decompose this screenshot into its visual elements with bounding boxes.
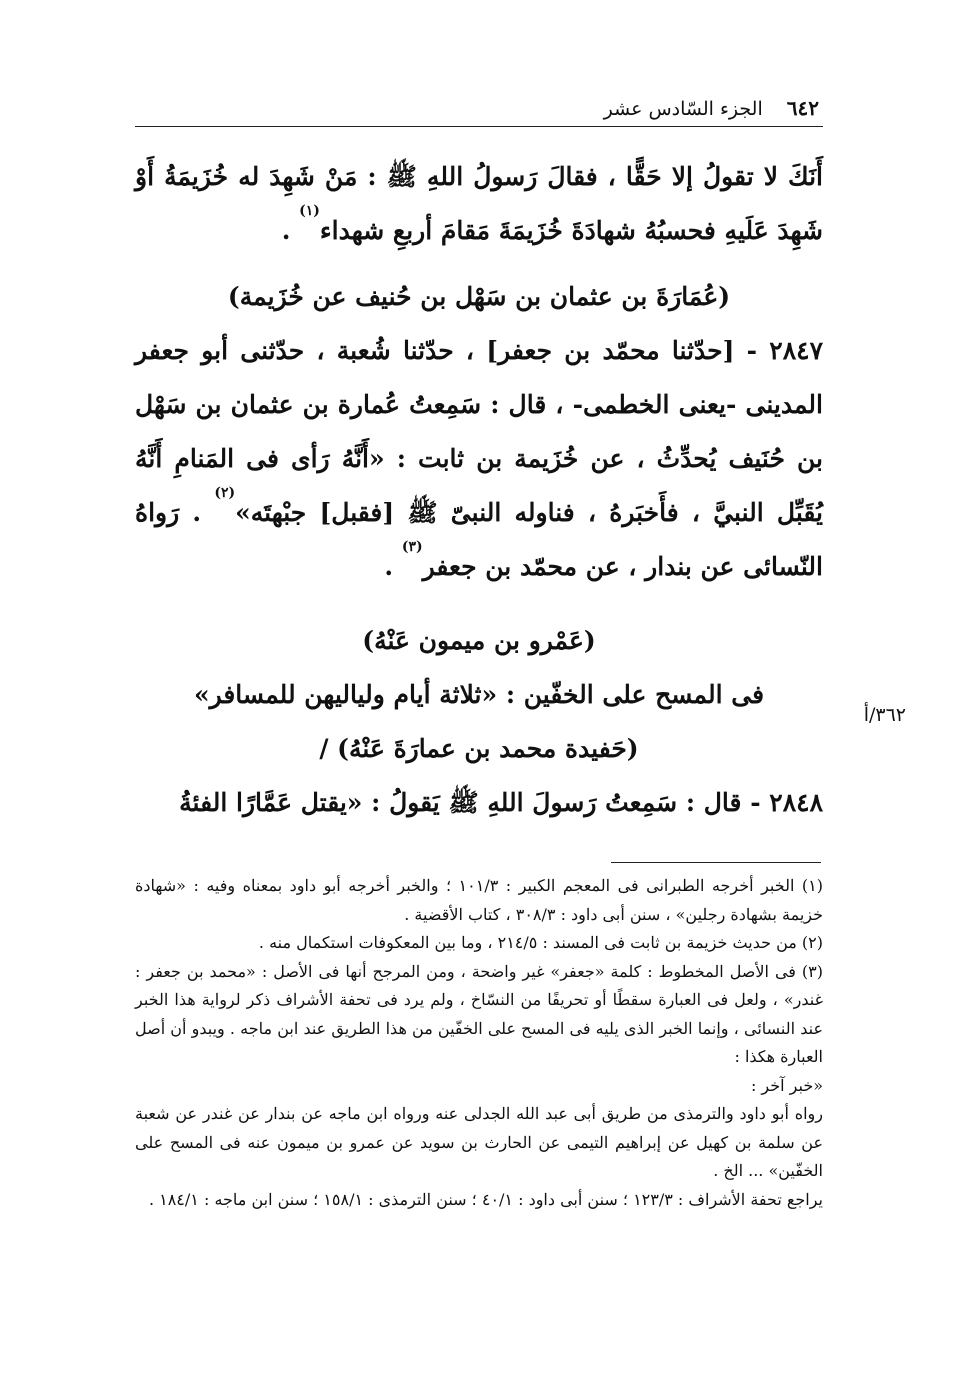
hadith-2847-text: - [حدّثنا محمّد بن جعفر] ، حدّثنا شُعبة ، حدّثنى أبو جعفر المدينى -يعنى الخطمى- ، قال : سَمِعتُ عُمارة بن عثمان بن سَهْل بن حُنَيف يُحدِّثُ ، عن خُزَيمة بن ثابت : «أَنَّهُ رَأى فى المَنامِ أَنَّهُ يُقَبِّل النبيَّ ، فأَخبَرهُ ، فناوله النبىّ ﷺ [فقبل] جبْهتَه»	[135, 336, 823, 527]
footnote-1: (١) الخبر أخرجه الطبرانى فى المعجم الكبير : ١٠١/٣ ؛ والخبر أخرجه أبو داود بمعناه وفيه : «شهادة خزيمة بشهادة رجلين» ، سنن أبى داود : ٣٠٨/٣ ، كتاب الأقضية .	[135, 876, 823, 924]
footnote-ref-2: (٢)	[214, 485, 236, 501]
footnote-3-quote-start: «خبر آخر :	[750, 1075, 823, 1095]
section-heading-3: فى المسح على الخفّين : «ثلاثة أيام ولياليهن للمسافر»	[193, 680, 765, 709]
footnote-3-quote: رواه أبو داود والترمذى من طريق أبى عبد الله الجدلى عنه ورواه ابن ماجه عن بندار عن غندر عن شعبة عن سلمة بن كهيل عن إبراهيم التيمى عن الحارث بن سويد عن عمرو بن ميمون عنه فى المسح على الخفّين» ... الخ .	[135, 1104, 824, 1180]
footnote-ref-1: (١)	[299, 203, 320, 219]
paragraph-1-end: .	[281, 216, 300, 245]
hadith-2847-end: .	[384, 552, 402, 581]
hadith-number-2847: ٢٨٤٧	[769, 336, 823, 365]
footnote-3-references: يراجع تحفة الأشراف : ١٢٣/٣ ؛ سنن أبى داود : ٤٠/١ ؛ سنن الترمذى : ١٥٨/١ ؛ سنن ابن ماجه : ١٨٤/١ .	[148, 1189, 823, 1209]
paragraph-1	[135, 150, 823, 258]
hadith-2848	[135, 776, 823, 830]
part-title: الجزء السّادس عشر	[603, 98, 763, 120]
spacer	[135, 594, 823, 614]
footnote-2: (٢) من حديث خزيمة بن ثابت فى المسند : ٢١٤/٥ ، وما بين المعكوفات استكمال منه .	[258, 933, 823, 952]
footnote-3: (٣) فى الأصل المخطوط : كلمة «جعفر» غير واضحة ، ومن المرجح أنها فى الأصل : «محمد بن جعفر : غندر» ، ولعل فى العبارة سقطًا أو تحريفًا من النسّاخ ، ولم يرد فى تحفة الأشراف ذكر لرواية هذا الخبر عند النسائى ، وإنما الخبر الذى يليه فى المسح على الخفّين من هذا الطريق عند ابن ماجه . ويبدو أن أصل العبارة هكذا :	[135, 961, 823, 1066]
main-text	[135, 150, 823, 830]
spacer	[135, 258, 823, 270]
footnotes	[135, 872, 823, 1214]
running-header	[135, 92, 823, 128]
hadith-number-2848: ٢٨٤٨	[769, 788, 823, 817]
header-rule	[135, 126, 823, 127]
page-number: ٦٤٢	[786, 96, 819, 120]
hadith-2847-continuation: . رَواهُ النّسائى عن بندار ، عن محمّد بن جعفر	[135, 498, 823, 581]
manuscript-folio-note: ٣٦٢/أ	[863, 704, 906, 726]
hadith-2847	[135, 324, 823, 594]
footnote-separator	[611, 862, 821, 863]
section-heading-1: (عُمَارَةَ بن عثمان بن سَهْل بن حُنيف عن خُزَيمة)	[227, 282, 731, 311]
footnote-ref-3: (٣)	[401, 539, 423, 555]
section-heading-4: (حَفيدة محمد بن عمارَةَ عَنْهُ) /	[319, 734, 639, 763]
running-header-text	[604, 96, 819, 120]
hadith-2848-text: - قال : سَمِعتُ رَسولَ اللهِ ﷺ يَقولُ : «يقتل عَمَّارًا الفئةُ	[179, 788, 770, 817]
section-heading-2: (عَمْرو بن ميمون عَنْهُ)	[362, 626, 596, 655]
paragraph-1-text: أَنَكَ لا تقولُ إلا حَقًّا ، فقالَ رَسولُ اللهِ ﷺ : مَنْ شَهِدَ له خُزَيمَةُ أَوْ شَهِدَ عَلَيهِ فحسبُهُ شهادَةَ خُزَيمَةَ مَقامَ أربعِ شهداء	[135, 162, 823, 245]
